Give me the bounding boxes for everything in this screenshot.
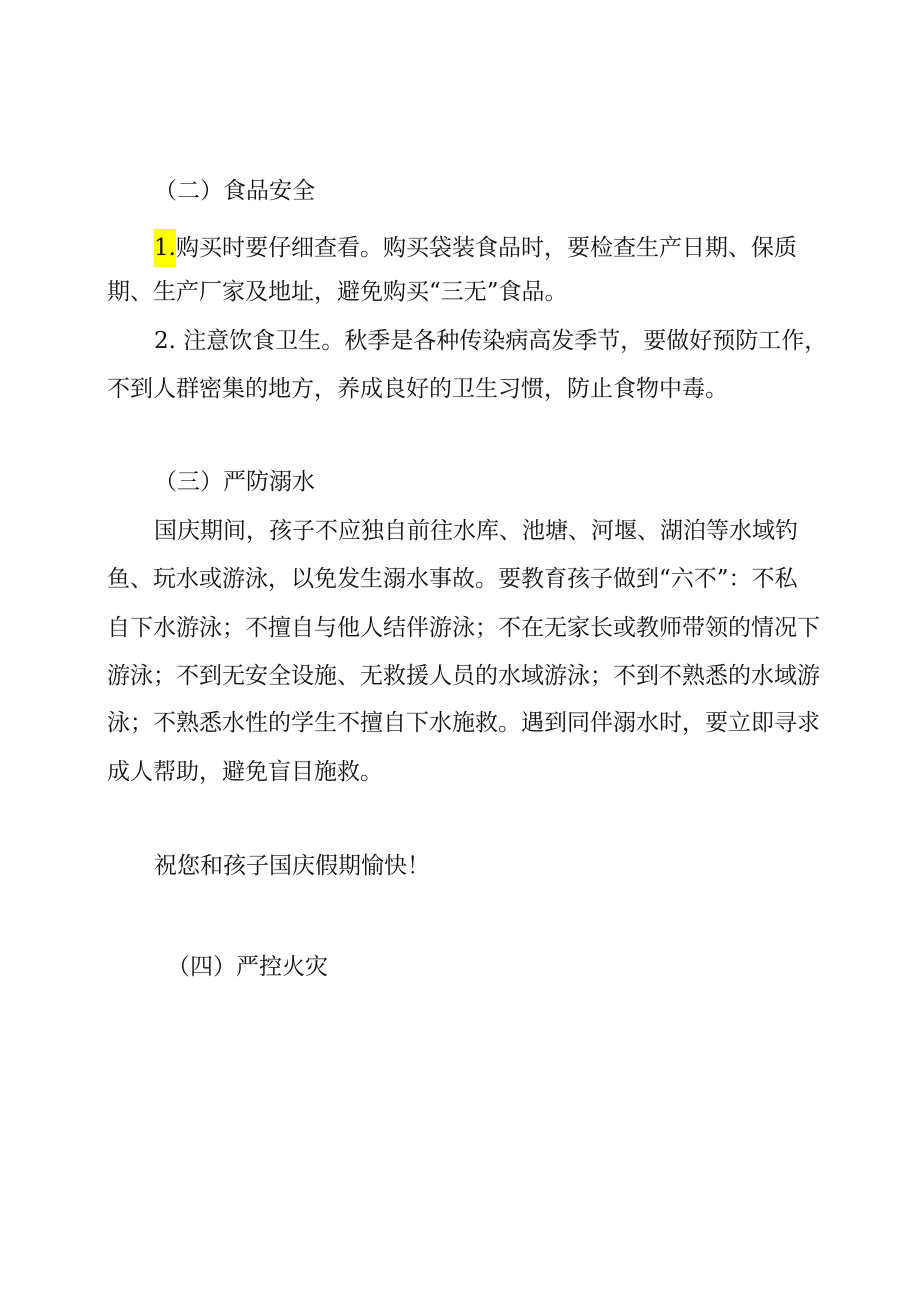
food-safety-item-2-line-2: 不到人群密集的地方，养成良好的卫生习惯，防止食物中毒。	[107, 376, 728, 402]
drowning-paragraph-line: 自下水游泳；不擅自与他人结伴游泳；不在无家长或教师带领的情况下	[107, 615, 820, 641]
section-heading-food-safety: （二）食品安全	[154, 178, 315, 204]
food-safety-item-1-line-1	[154, 229, 797, 267]
drowning-paragraph-line: 泳；不熟悉水性的学生不擅自下水施救。遇到同伴溺水时，要立即寻求	[107, 710, 820, 736]
drowning-paragraph-line: 鱼、玩水或游泳，以免发生溺水事故。要教育孩子做到“六不”：不私	[107, 566, 798, 592]
food-safety-item-1-line-2: 期、生产厂家及地址，避免购买“三无”食品。	[107, 279, 568, 305]
drowning-paragraph-line: 成人帮助，避免盲目施救。	[107, 759, 383, 785]
section-heading-fire: （四）严控火灾	[167, 954, 328, 980]
drowning-paragraph-line: 游泳；不到无安全设施、无救援人员的水域游泳；不到不熟悉的水域游	[107, 663, 820, 689]
section-heading-drowning: （三）严防溺水	[154, 469, 315, 495]
highlighted-item-number: 1.	[154, 229, 176, 267]
drowning-paragraph-line: 国庆期间，孩子不应独自前往水库、池塘、河堰、湖泊等水域钓	[154, 518, 798, 544]
closing-greeting: 祝您和孩子国庆假期愉快！	[154, 853, 430, 879]
item-1-text: 购买时要仔细查看。购买袋装食品时，要检查生产日期、保质	[175, 235, 797, 261]
food-safety-item-2-line-1: 2. 注意饮食卫生。秋季是各种传染病高发季节，要做好预防工作，	[154, 328, 828, 354]
